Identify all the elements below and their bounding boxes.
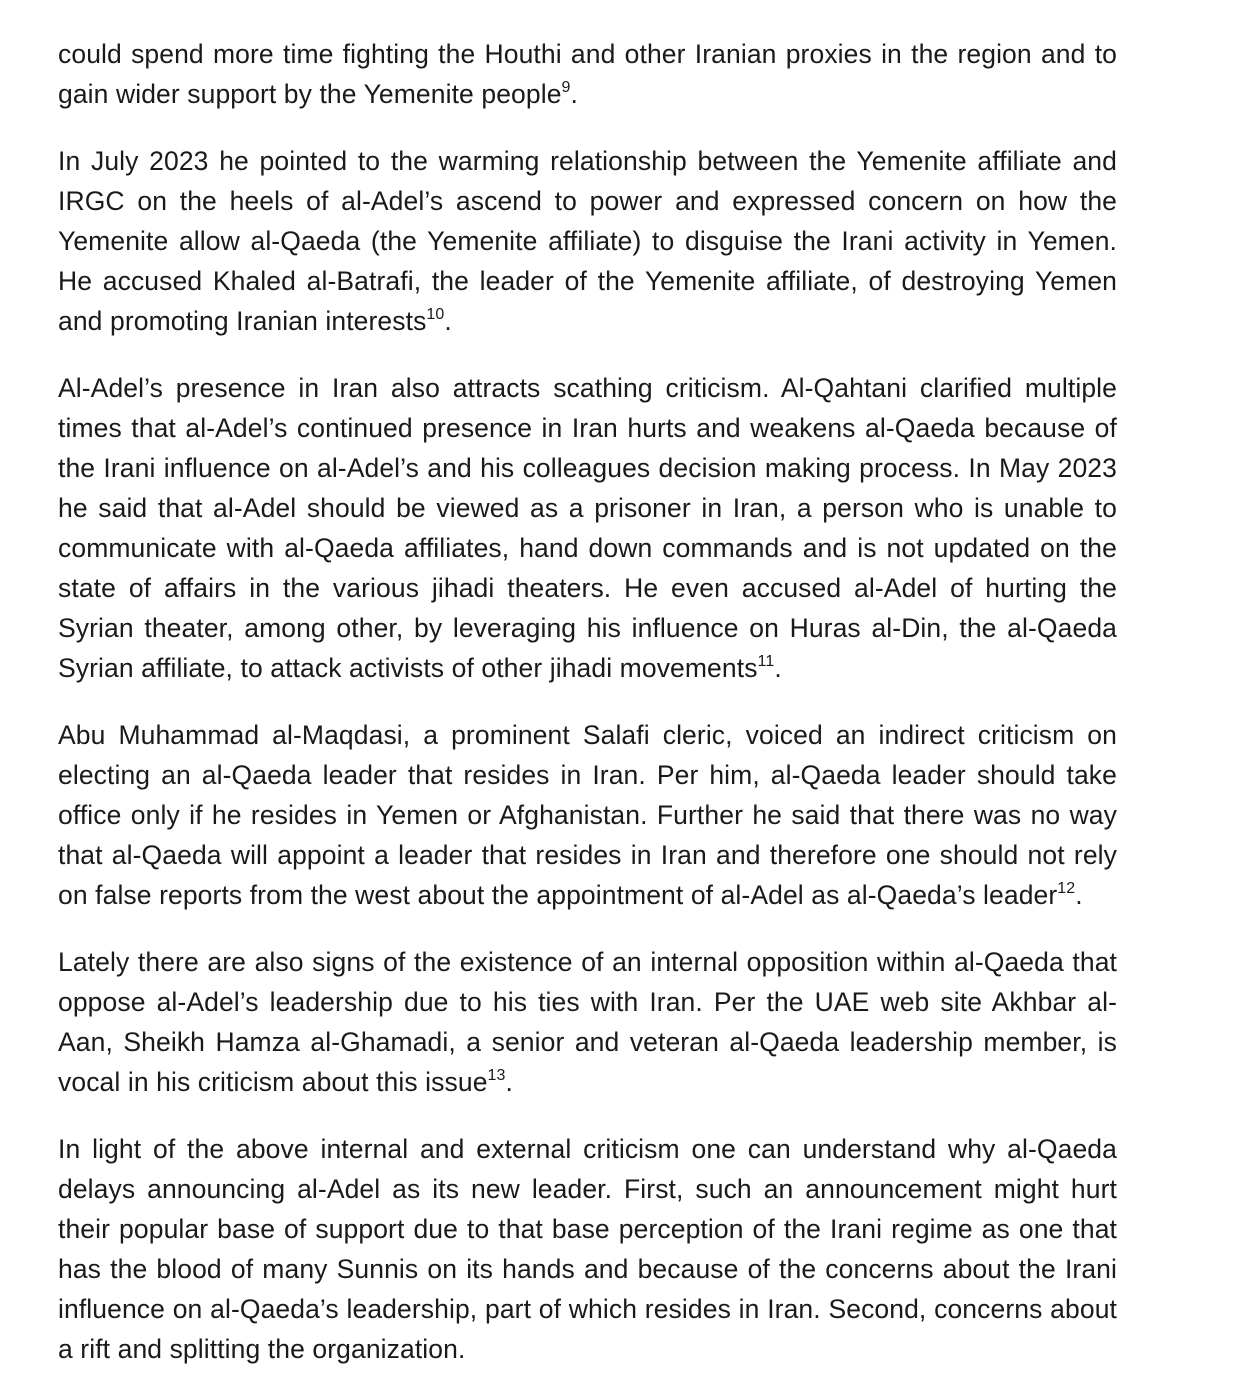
paragraph-6: [58, 1129, 1117, 1369]
footnote-ref[interactable]: 13: [487, 1067, 506, 1084]
paragraph-end: .: [505, 1067, 513, 1097]
paragraph-text: In July 2023 he pointed to the warming relationship between the Yemenite affiliate and IRGC on the heels of al-Adel’s ascend to power and expressed concern on how the Yemenite allow al-Qaeda (the Yemenite affiliate) to disguise the Irani activity in Yemen. He accused Khaled al-Batrafi, the leader of the Yemenite affiliate, of destroying Yemen and promoting Iranian interests: [58, 146, 1117, 336]
paragraph-3: [58, 368, 1117, 688]
footnote-ref[interactable]: 12: [1057, 880, 1076, 897]
paragraph-text: Lately there are also signs of the existence of an internal opposition within al-Qaeda that oppose al-Adel’s leadership due to his ties with Iran. Per the UAE web site Akhbar al-Aan, Sheikh Hamza al-Ghamadi, a senior and veteran al-Qaeda leadership member, is vocal in his criticism about this issue: [58, 947, 1117, 1097]
paragraph-1: [58, 34, 1117, 114]
paragraph-4: [58, 715, 1117, 915]
paragraph-end: .: [1075, 880, 1083, 910]
document-page: [58, 34, 1117, 1369]
paragraph-end: .: [444, 306, 452, 336]
paragraph-text: Abu Muhammad al-Maqdasi, a prominent Salafi cleric, voiced an indirect criticism on electing an al-Qaeda leader that resides in Iran. Per him, al-Qaeda leader should take office only if he resides in Yemen or Afghanistan. Further he said that there was no way that al-Qaeda will appoint a leader that resides in Iran and therefore one should not rely on false reports from the west about the appointment of al-Adel as al-Qaeda’s leader: [58, 720, 1117, 910]
paragraph-text: Al-Adel’s presence in Iran also attracts scathing criticism. Al-Qahtani clarified multiple times that al-Adel’s continued presence in Iran hurts and weakens al-Qaeda because of the Irani influence on al-Adel’s and his colleagues decision making process. In May 2023 he said that al-Adel should be viewed as a prisoner in Iran, a person who is unable to communicate with al-Qaeda affiliates, hand down commands and is not updated on the state of affairs in the various jihadi theaters. He even accused al-Adel of hurting the Syrian theater, among other, by leveraging his influence on Huras al-Din, the al-Qaeda Syrian affiliate, to attack activists of other jihadi movements: [58, 373, 1117, 683]
paragraph-end: .: [774, 653, 782, 683]
paragraph-5: [58, 942, 1117, 1102]
footnote-ref[interactable]: 10: [426, 306, 445, 323]
paragraph-text: In light of the above internal and external criticism one can understand why al-Qaeda delays announcing al-Adel as its new leader. First, such an announcement might hurt their popular base of support due to that base perception of the Irani regime as one that has the blood of many Sunnis on its hands and because of the concerns about the Irani influence on al-Qaeda’s leadership, part of which resides in Iran. Second, concerns about a rift and splitting the organization.: [58, 1134, 1117, 1364]
paragraph-end: .: [570, 79, 579, 109]
footnote-ref[interactable]: 11: [757, 653, 775, 670]
paragraph-text: could spend more time fighting the Houthi and other Iranian proxies in the region and to gain wider support by the Yemenite people: [58, 39, 1117, 109]
footnote-ref[interactable]: 9: [561, 79, 571, 96]
paragraph-2: [58, 141, 1117, 341]
